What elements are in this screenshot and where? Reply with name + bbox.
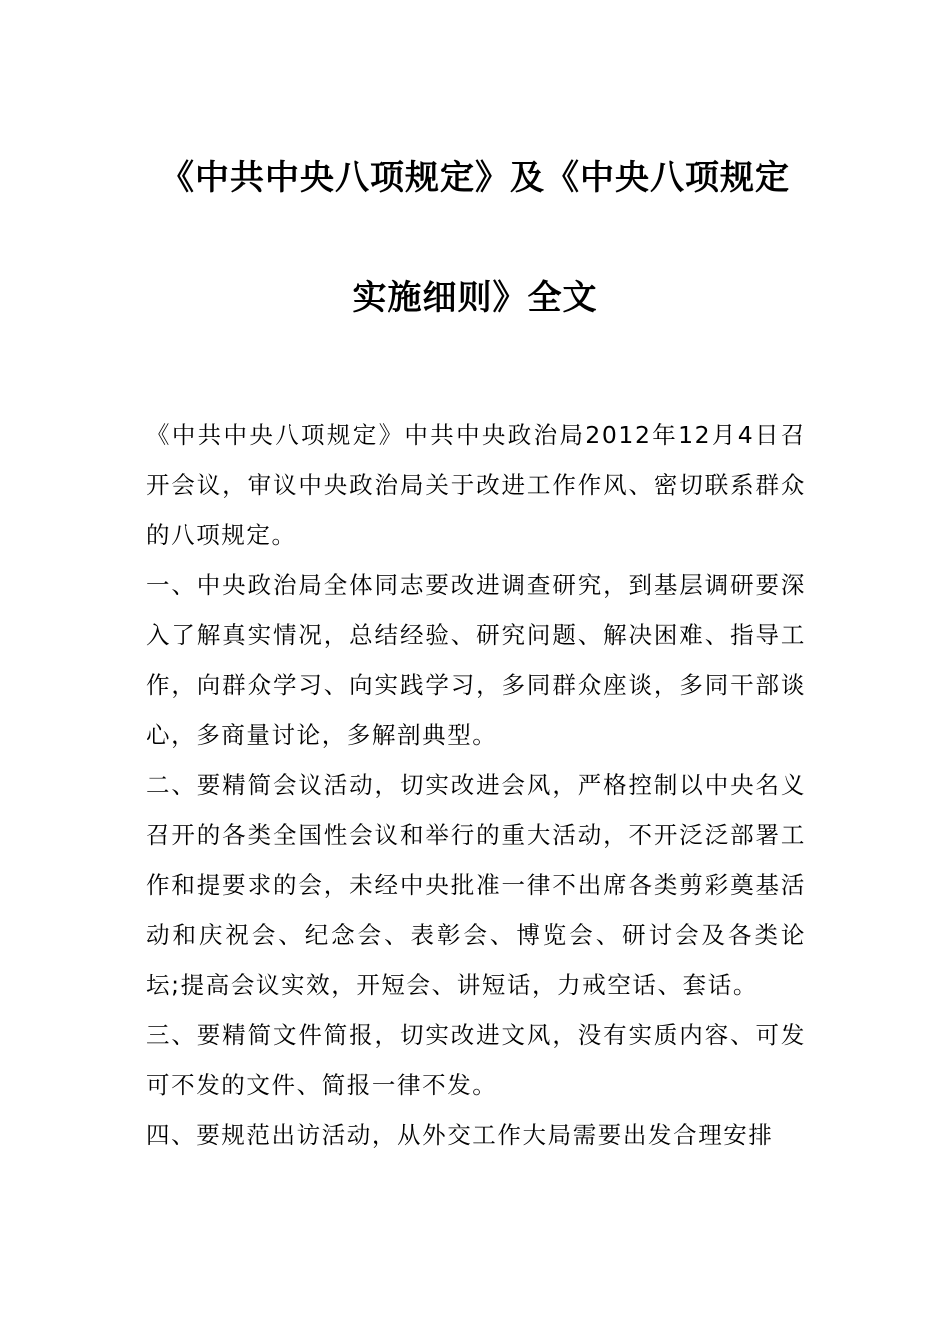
- document-body: [146, 410, 806, 1160]
- paragraph-rule-3: 三、要精简文件简报，切实改进文风，没有实质内容、可发可不发的文件、简报一律不发。: [146, 1021, 806, 1099]
- document-title-line-1: 《中共中央八项规定》及《中央八项规定: [160, 158, 790, 198]
- paragraph-rule-2: 二、要精简会议活动，切实改进会风，严格控制以中央名义召开的各类全国性会议和举行的重大活动，不开泛泛部署工作和提要求的会，未经中央批准一律不出席各类剪彩奠基活动和庆祝会、纪念会、表彰会、博览会、研讨会及各类论坛;提高会议实效，开短会、讲短话，力戒空话、套话。: [146, 771, 806, 999]
- document-title-line-2: 实施细则》全文: [352, 278, 598, 318]
- paragraph-rule-1: 一、中央政治局全体同志要改进调查研究，到基层调研要深入了解真实情况，总结经验、研究问题、解决困难、指导工作，向群众学习、向实践学习，多同群众座谈，多同干部谈心，多商量讨论，多解剖典型。: [146, 571, 806, 749]
- paragraph-rule-4: 四、要规范出访活动，从外交工作大局需要出发合理安排: [146, 1121, 774, 1149]
- paragraph-intro: 《中共中央八项规定》中共中央政治局2012年12月4日召开会议，审议中央政治局关于改进工作作风、密切联系群众的八项规定。: [146, 421, 806, 549]
